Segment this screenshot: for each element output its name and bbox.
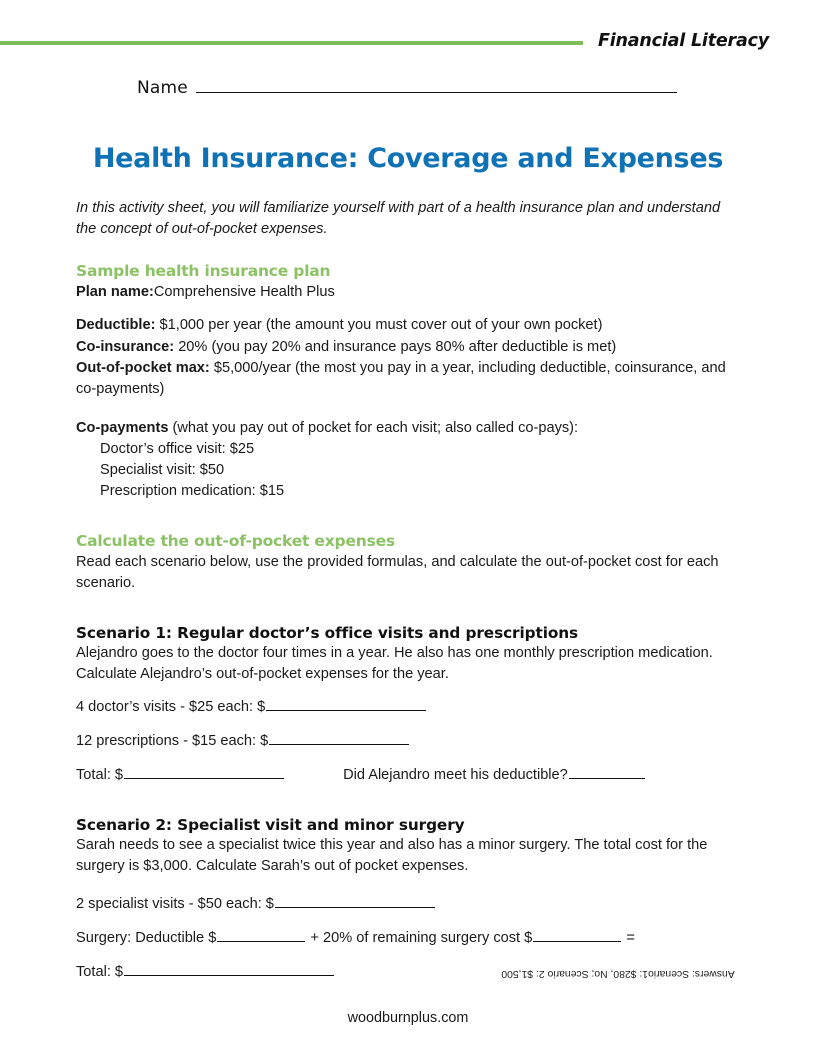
scenario-2-row-surgery [76, 928, 736, 948]
brand-label: Financial Literacy [598, 31, 769, 51]
scenario-2-coinsurance-blank[interactable] [533, 928, 621, 942]
scenario-1-total-blank[interactable] [124, 765, 284, 779]
copayments-label: Co-payments [76, 419, 169, 436]
worksheet-body [76, 198, 736, 996]
scenario-1-deductible-answer-blank[interactable] [569, 765, 645, 779]
list-item: Specialist visit: $50 [100, 461, 225, 478]
list-item: Prescription medication: $15 [100, 482, 285, 499]
scenario-1-visits-blank[interactable] [266, 697, 426, 711]
scenario-2-surgery-suffix: = [626, 930, 635, 947]
copay-list [76, 439, 736, 502]
plan-fact-coinsurance [76, 337, 736, 358]
intro-paragraph: In this activity sheet, you will familiarize yourself with part of a health insurance plan and understand the concept of out-of-pocket expenses. [76, 200, 721, 238]
calculate-section-heading: Calculate the out-of-pocket expenses [76, 531, 395, 550]
answer-key: Answers: Scenario1: $280, No; Scenario 2: $1,500 [501, 968, 735, 979]
scenario-1-heading: Scenario 1: Regular doctor’s office visits and prescriptions [76, 623, 579, 642]
scenario-1-row-visits [76, 697, 736, 717]
scenario-2-total-blank[interactable] [124, 962, 334, 976]
scenario-2-visits-blank[interactable] [275, 894, 435, 908]
scenario-2-heading: Scenario 2: Specialist visit and minor surgery [76, 816, 465, 835]
deductible-value: $1,000 per year (the amount you must cover out of your own pocket) [159, 317, 603, 334]
scenario-1-body: Alejandro goes to the doctor four times in a year. He also has one monthly prescription medication. Calculate Alejandro’s out-of-pocket expenses for the year. [76, 644, 713, 683]
coinsurance-value: 20% (you pay 20% and insurance pays 80% after deductible is met) [178, 338, 617, 355]
name-field-label: Name [137, 78, 188, 98]
oop-max-label: Out-of-pocket max: [76, 360, 210, 377]
scenario-1-total-prompt: Total: $ [76, 767, 124, 784]
calculate-section [76, 532, 736, 594]
scenario-2-deductible-blank[interactable] [217, 928, 305, 942]
page-title: Health Insurance: Coverage and Expenses [92, 143, 724, 174]
plan-section-heading: Sample health insurance plan [76, 262, 331, 281]
plan-name-label: Plan name: [76, 284, 154, 301]
deductible-label: Deductible: [76, 317, 156, 334]
scenario-1-visits-prompt: 4 doctor’s visits - $25 each: $ [76, 699, 266, 716]
scenario-1-prescriptions-prompt: 12 prescriptions - $15 each: $ [76, 733, 269, 750]
copayments-row [76, 418, 736, 439]
coinsurance-label: Co-insurance: [76, 338, 175, 355]
plan-name-row [76, 282, 736, 303]
plan-facts-list [76, 315, 736, 400]
plan-fact-deductible [76, 315, 736, 336]
oop-max-value: $5,000/year (the most you pay in a year, including deductible, coinsurance, and co-payments) [76, 360, 726, 398]
scenario-1-row-prescriptions [76, 731, 736, 751]
plan-name-value: Comprehensive Health Plus [153, 284, 335, 301]
scenario-2-total-prompt: Total: $ [76, 964, 124, 981]
name-field-row [137, 78, 677, 98]
plan-fact-oop-max [76, 358, 736, 399]
copayments-note: (what you pay out of pocket for each visit; also called co-pays): [168, 419, 579, 436]
scenario-1-prescriptions-blank[interactable] [269, 731, 409, 745]
scenario-2-surgery-middle: + 20% of remaining surgery cost $ [310, 930, 533, 947]
scenario-2 [76, 816, 736, 982]
scenario-2-surgery-prefix: Surgery: Deductible $ [76, 930, 217, 947]
name-input-blank[interactable] [196, 78, 677, 93]
scenario-2-body: Sarah needs to see a specialist twice this year and also has a minor surgery. The total cost for the surgery is $3,000. Calculate Sarah’s out of pocket expenses. [76, 837, 708, 875]
scenario-1-row-total [76, 765, 736, 785]
footer-site-label: woodburnplus.com [347, 1010, 469, 1026]
scenario-2-visits-prompt: 2 specialist visits - $50 each: $ [76, 896, 274, 913]
scenario-2-row-visits [76, 894, 736, 914]
plan-section [76, 262, 736, 501]
scenario-1-deductible-question: Did Alejandro meet his deductible? [343, 767, 568, 784]
list-item: Doctor’s office visit: $25 [100, 440, 255, 457]
header-divider-rule [0, 41, 583, 45]
scenario-1 [76, 624, 736, 785]
calculate-instructions: Read each scenario below, use the provided formulas, and calculate the out-of-pocket cost for each scenario. [76, 553, 719, 591]
